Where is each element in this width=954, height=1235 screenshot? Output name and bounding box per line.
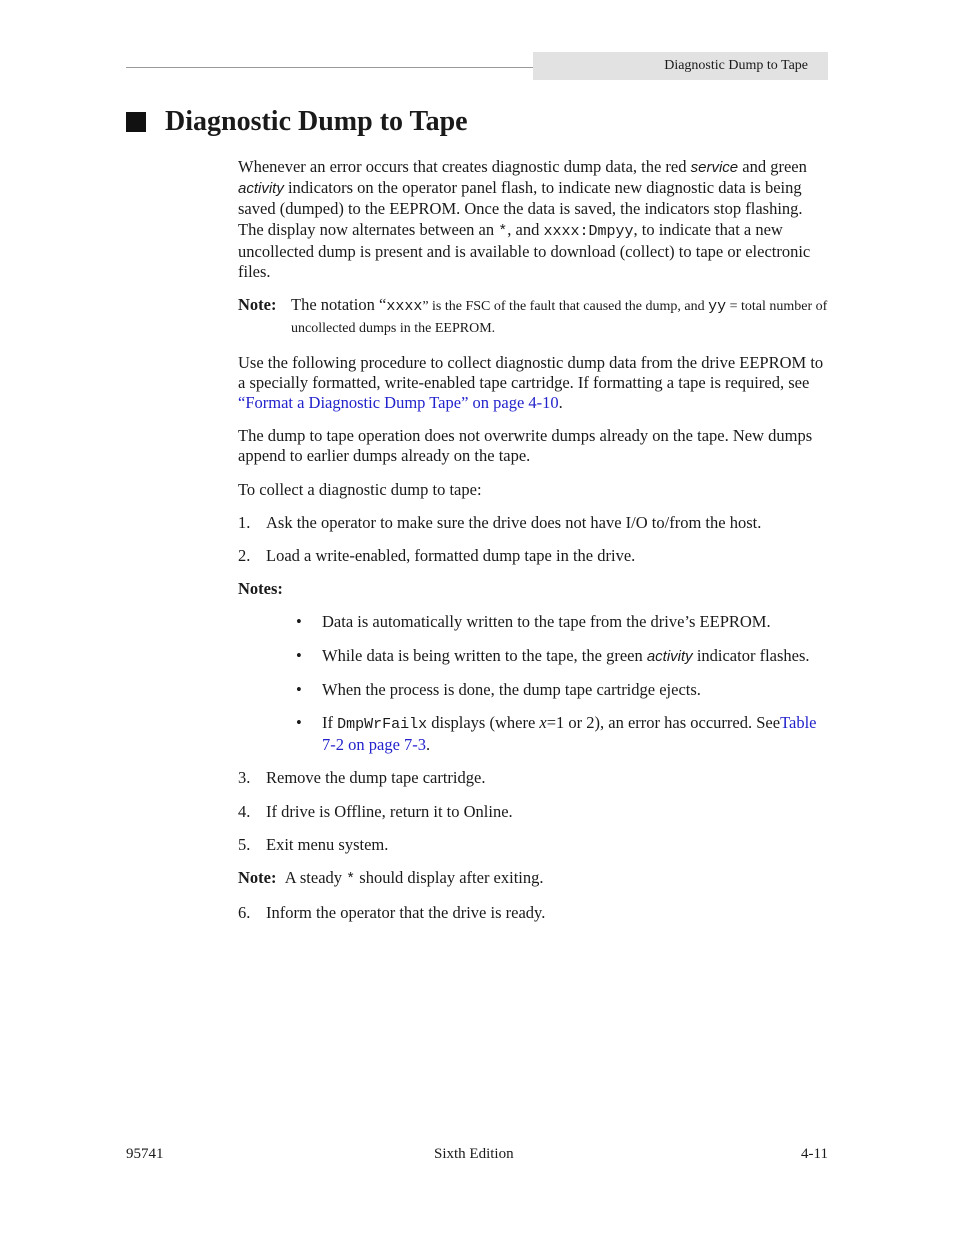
bullet-icon: •: [296, 612, 302, 632]
bullet-text: When the process is done, the dump tape cartridge ejects.: [322, 679, 701, 699]
running-header: Diagnostic Dump to Tape: [533, 52, 828, 80]
exit-note: [238, 868, 830, 890]
step-number: 2.: [238, 546, 251, 566]
step-item: [238, 903, 830, 923]
activity-indicator-term: activity: [646, 647, 693, 665]
dump-display-code: xxxx:Dmpyy: [543, 222, 634, 240]
notes-heading: Notes:: [238, 579, 283, 599]
asterisk-code: *: [498, 222, 508, 240]
note-text: should display after exiting.: [355, 868, 544, 888]
bullet-icon: •: [296, 679, 302, 699]
procedure-lead: To collect a diagnostic dump to tape:: [238, 479, 482, 499]
step-number: 4.: [238, 801, 251, 821]
intro-text: , to indicate that a new uncollected dump is present and is available to download (collect) to tape or electronic files.: [238, 219, 811, 282]
bullet-text: If: [322, 713, 338, 733]
note-label: Note:: [238, 295, 277, 315]
variable-x: x: [539, 713, 547, 733]
procedure-intro-paragraph: [238, 353, 830, 414]
dump-count-code: yy: [708, 298, 727, 316]
note-bullet: [296, 713, 830, 755]
note-bullet: [296, 612, 830, 632]
step-text: Exit menu system.: [266, 834, 389, 854]
note-notation: [238, 295, 830, 339]
intro-paragraph: [238, 157, 830, 282]
footer-page-number: 4-11: [801, 1146, 828, 1162]
procedure-steps: [238, 513, 830, 566]
note-text: ” is the FSC of the fault that caused the dump, and: [422, 299, 709, 315]
bullet-icon: •: [296, 645, 302, 665]
activity-indicator-term: activity: [238, 180, 284, 198]
service-indicator-term: service: [690, 159, 739, 176]
step-item: [238, 546, 830, 566]
asterisk-code: *: [346, 871, 356, 889]
step-number: 3.: [238, 768, 251, 788]
step-item: [238, 768, 830, 788]
section-marker-icon: [126, 112, 146, 132]
page-title-text: Diagnostic Dump to Tape: [165, 106, 468, 137]
fsc-code: xxxx: [386, 298, 423, 316]
bullet-text: While data is being written to the tape, the green: [322, 645, 647, 665]
error-code: DmpWrFailx: [337, 716, 428, 734]
note-bullet: [296, 679, 830, 700]
step-item: [238, 802, 830, 822]
procedure-steps-continued: [238, 768, 830, 855]
intro-text: Whenever an error occurs that creates diagnostic dump data, the red: [238, 157, 691, 176]
content: [238, 157, 830, 936]
bullet-text: .: [426, 735, 431, 755]
footer-edition: Sixth Edition: [434, 1146, 514, 1162]
note-text: A steady: [284, 868, 347, 888]
step-text: Inform the operator that the drive is ready.: [266, 903, 546, 923]
step-item: [238, 835, 830, 855]
notes-list: [238, 612, 830, 755]
step-text: Load a write-enabled, formatted dump tape in the drive.: [266, 546, 636, 566]
step-text: Ask the operator to make sure the drive does not have I/O to/from the host.: [266, 512, 762, 532]
step-number: 5.: [238, 834, 251, 854]
step-number: 1.: [238, 512, 251, 532]
procedure-steps-final: [238, 903, 830, 923]
append-paragraph: The dump to tape operation does not overwrite dumps already on the tape. New dumps append to earlier dumps already on the tape.: [238, 426, 813, 466]
intro-text: indicators on the operator panel flash, to indicate new diagnostic data is being saved (dumped) to the EEPROM. Once the data is saved, the indicators stop flashing. The display now alternates between an: [238, 178, 803, 239]
paragraph-text: .: [558, 393, 563, 413]
step-number: 6.: [238, 903, 251, 923]
bullet-text: Data is automatically written to the tape from the drive’s EEPROM.: [322, 612, 771, 632]
step-text: Remove the dump tape cartridge.: [266, 768, 486, 788]
note-text: = total number of uncollected dumps in the EEPROM.: [291, 299, 828, 337]
paragraph-text: Use the following procedure to collect diagnostic dump data from the drive EEPROM to a specially formatted, write-enabled tape cartridge. If formatting a tape is required, see: [238, 352, 824, 392]
bullet-text: =1 or 2), an error has occurred. See: [546, 713, 781, 733]
header-rule: [126, 67, 534, 68]
note-label: Note:: [238, 868, 277, 888]
step-text: If drive is Offline, return it to Online.: [266, 801, 513, 821]
note-text: The notation “: [291, 295, 387, 315]
bullet-icon: •: [296, 713, 302, 733]
page-title: [126, 104, 468, 140]
format-tape-link[interactable]: “Format a Diagnostic Dump Tape” on page 4-10: [238, 393, 559, 413]
intro-text: , and: [507, 219, 544, 239]
footer-doc-number: 95741: [126, 1146, 164, 1162]
step-item: [238, 513, 830, 533]
note-bullet: [296, 645, 830, 667]
intro-text: and green: [738, 157, 807, 176]
bullet-text: indicator flashes.: [692, 645, 810, 665]
bullet-text: displays (where: [427, 713, 540, 733]
table-reference-link[interactable]: Table 7-2 on page 7-3: [322, 713, 817, 755]
